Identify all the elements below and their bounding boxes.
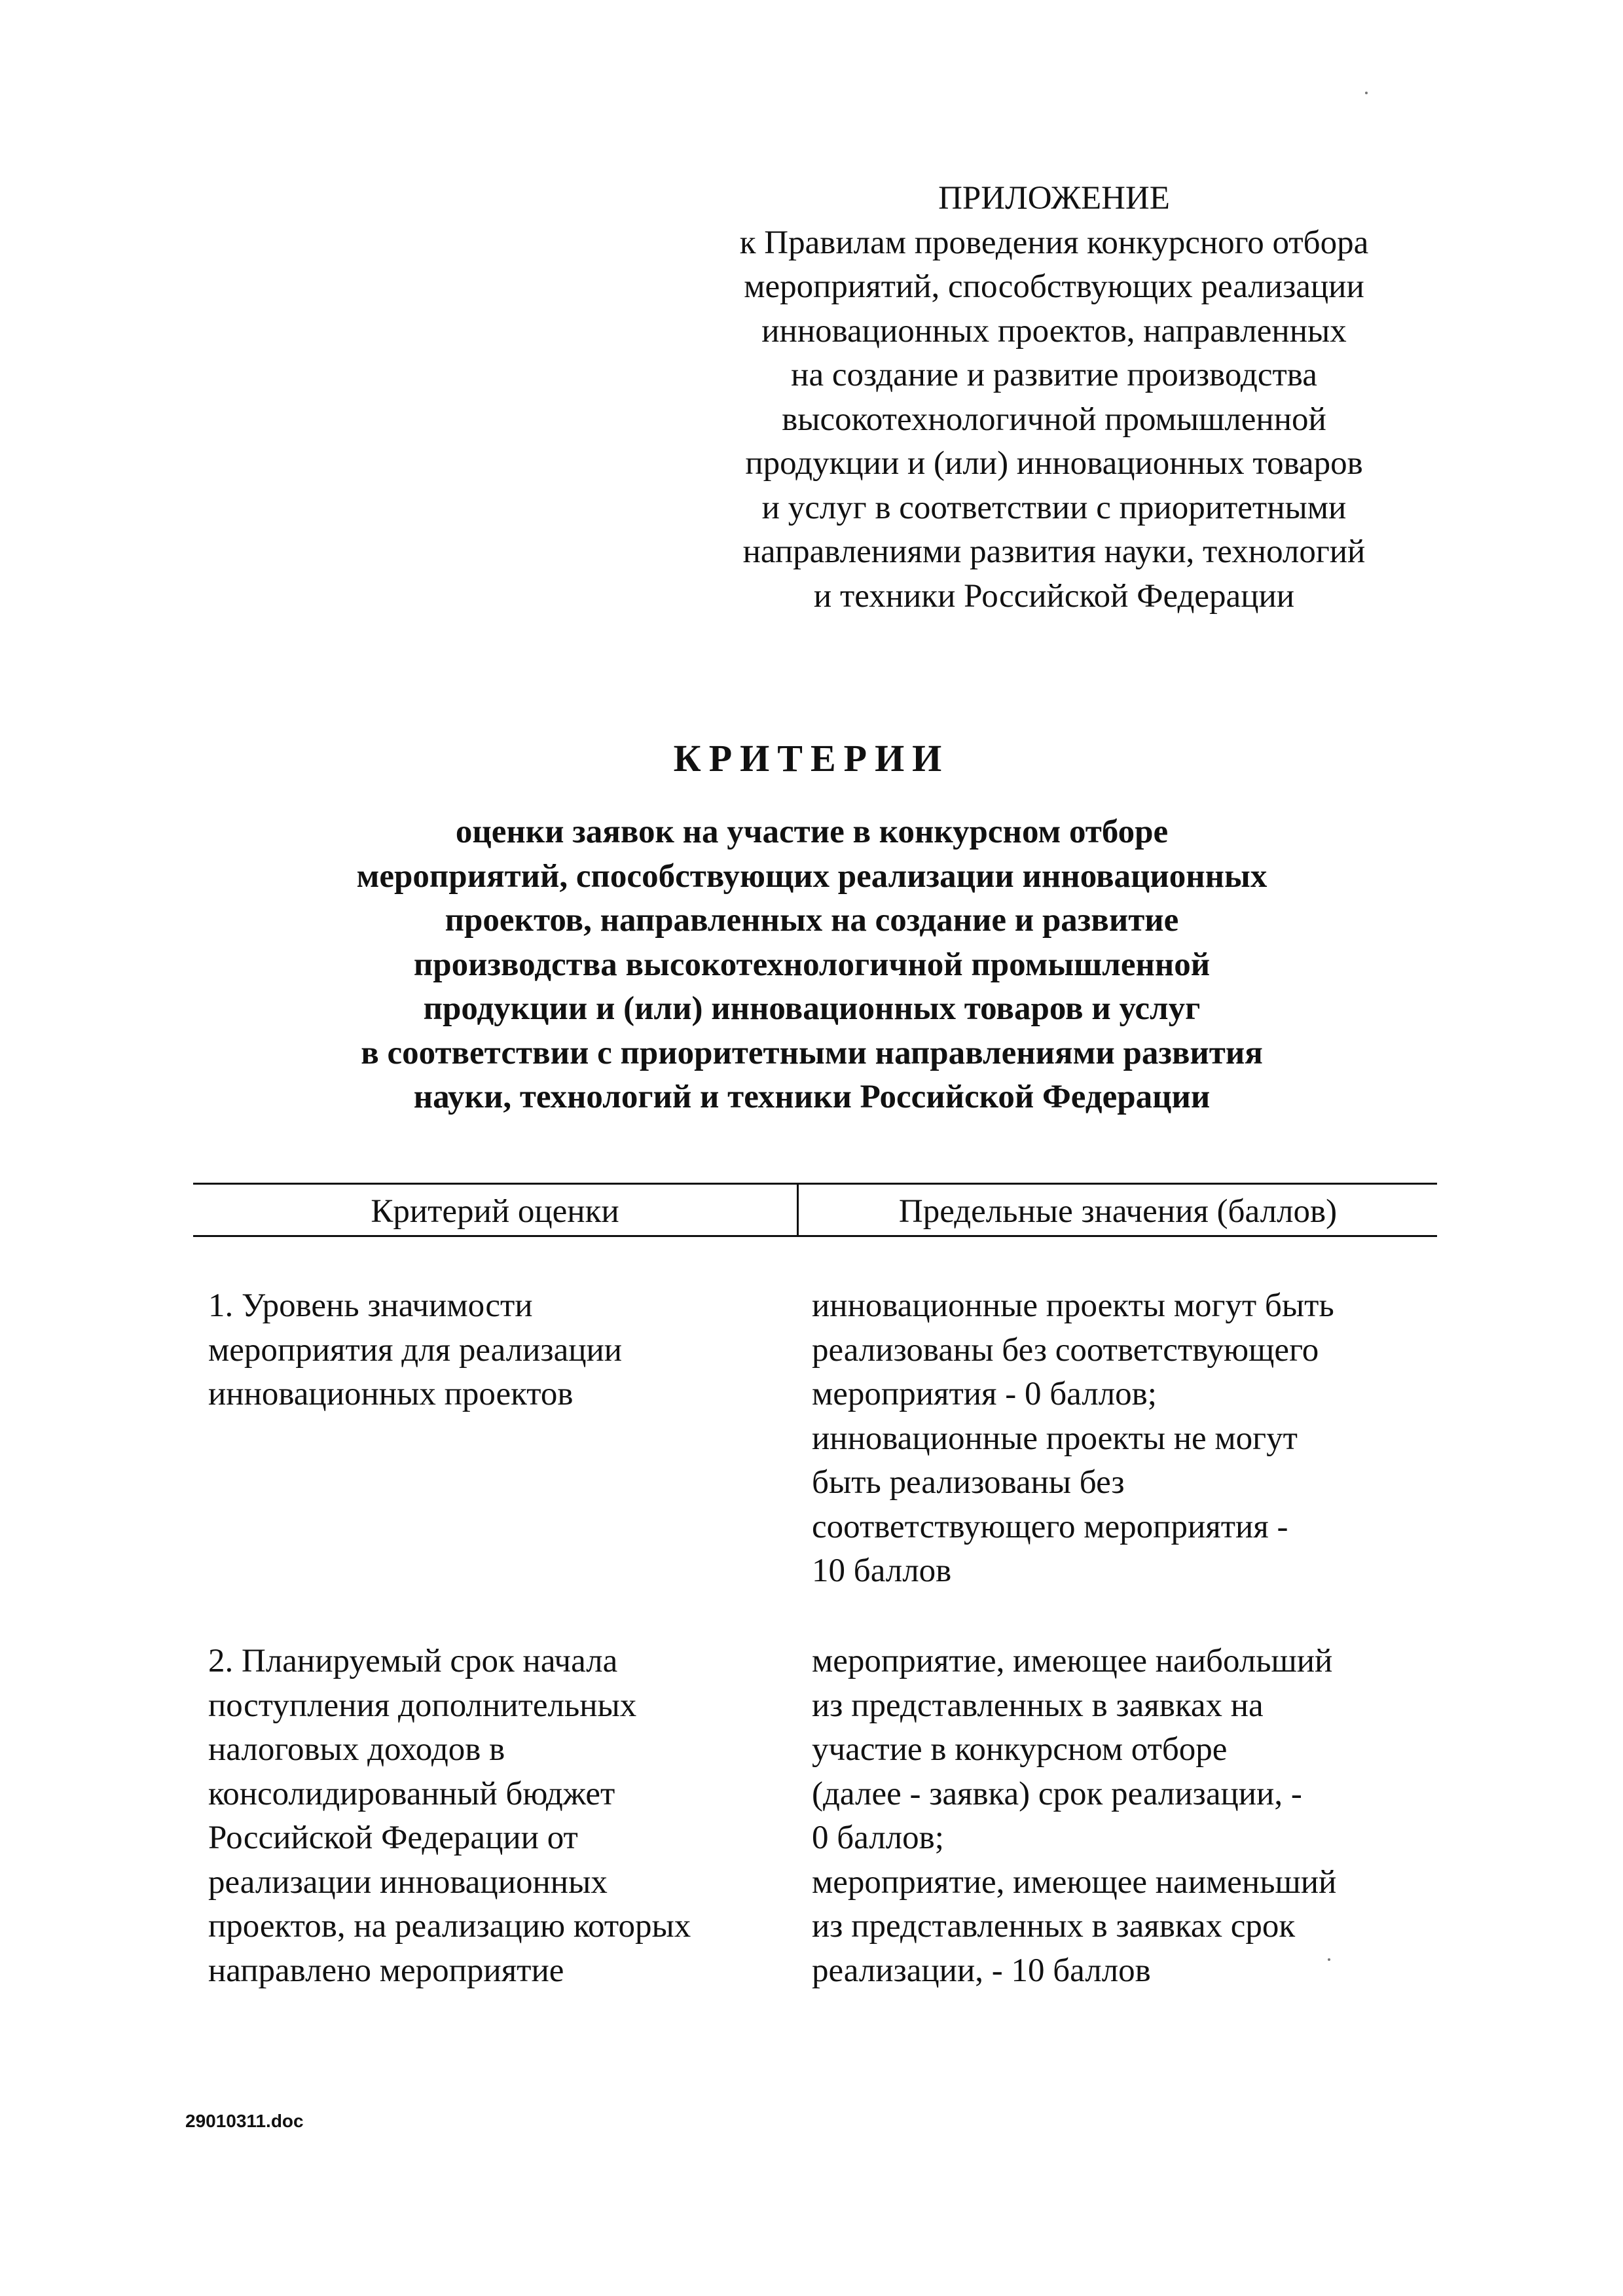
appendix-line: инновационных проектов, направленных (761, 312, 1347, 350)
appendix-line: продукции и (или) инновационных товаров (745, 445, 1363, 482)
cell-line: реализации, - 10 баллов (812, 1952, 1151, 1989)
subtitle-line: в соответствии с приоритетными направлениями развития (361, 1034, 1263, 1071)
appendix-line: высокотехнологичной промышленной (782, 401, 1326, 438)
table-row-2-values (812, 1640, 1336, 1993)
cell-line: консолидированный бюджет (208, 1775, 615, 1812)
table-header-criterion: Критерий оценки (371, 1193, 619, 1230)
cell-line: из представленных в заявках на (812, 1687, 1264, 1724)
appendix-line: и техники Российской Федерации (813, 577, 1295, 615)
cell-line: мероприятия - 0 баллов; (812, 1376, 1157, 1412)
subtitle-line: науки, технологий и техники Российской Федерации (413, 1079, 1211, 1115)
cell-line: проектов, на реализацию которых (208, 1908, 691, 1945)
scan-speck (1365, 92, 1368, 94)
appendix-block (655, 177, 1453, 619)
subtitle-line: производства высокотехнологичной промышленной (413, 946, 1211, 983)
cell-line: 2. Планируемый срок начала (208, 1643, 618, 1679)
table-row-1-values (812, 1284, 1334, 1594)
cell-line: (далее - заявка) срок реализации, - (812, 1775, 1302, 1812)
cell-line: соответствующего мероприятия - (812, 1508, 1288, 1545)
cell-line: инновационные проекты могут быть (812, 1287, 1334, 1324)
cell-line: 10 баллов (812, 1552, 952, 1589)
table-top-rule (193, 1183, 1437, 1185)
appendix-line: мероприятий, способствующих реализации (744, 268, 1364, 305)
appendix-heading: ПРИЛОЖЕНИЕ (938, 180, 1170, 217)
cell-line: участие в конкурсном отборе (812, 1731, 1228, 1768)
cell-line: направлено мероприятие (208, 1952, 564, 1989)
appendix-line: на создание и развитие производства (791, 357, 1317, 393)
cell-line: Российской Федерации от (208, 1820, 578, 1856)
table-header-rule (193, 1235, 1437, 1237)
table-header-values: Предельные значения (баллов) (898, 1193, 1338, 1230)
table-row-2-criterion (208, 1640, 691, 1993)
cell-line: мероприятие, имеющее наибольший (812, 1643, 1333, 1679)
scan-speck (1328, 1958, 1330, 1961)
cell-line: реализации инновационных (208, 1863, 608, 1901)
appendix-line: к Правилам проведения конкурсного отбора (739, 224, 1369, 261)
cell-line: мероприятия для реализации (208, 1331, 623, 1369)
cell-line: инновационных проектов (208, 1376, 574, 1412)
cell-line: 1. Уровень значимости (208, 1287, 533, 1324)
cell-line: реализованы без соответствующего (812, 1331, 1319, 1369)
subtitle-line: проектов, направленных на создание и развитие (445, 902, 1179, 939)
appendix-line: и услуг в соответствии с приоритетными (761, 489, 1347, 526)
cell-line: налоговых доходов в (208, 1731, 505, 1768)
cell-line: из представленных в заявках срок (812, 1908, 1296, 1945)
cell-line: поступления дополнительных (208, 1687, 637, 1724)
document-subtitle (196, 810, 1427, 1120)
subtitle-line: продукции и (или) инновационных товаров и услуг (423, 990, 1201, 1027)
file-name-footer: 29010311.doc (185, 2111, 304, 2131)
document-title: КРИТЕРИИ (673, 737, 950, 780)
appendix-line: направлениями развития науки, технологий (742, 533, 1366, 570)
cell-line: инновационные проекты не могут (812, 1420, 1298, 1457)
cell-line: быть реализованы без (812, 1464, 1125, 1501)
cell-line: мероприятие, имеющее наименьший (812, 1863, 1337, 1901)
subtitle-line: оценки заявок на участие в конкурсном отборе (455, 814, 1169, 850)
table-row-1-criterion (208, 1284, 622, 1417)
subtitle-line: мероприятий, способствующих реализации инновационных (356, 857, 1267, 895)
cell-line: 0 баллов; (812, 1820, 944, 1856)
